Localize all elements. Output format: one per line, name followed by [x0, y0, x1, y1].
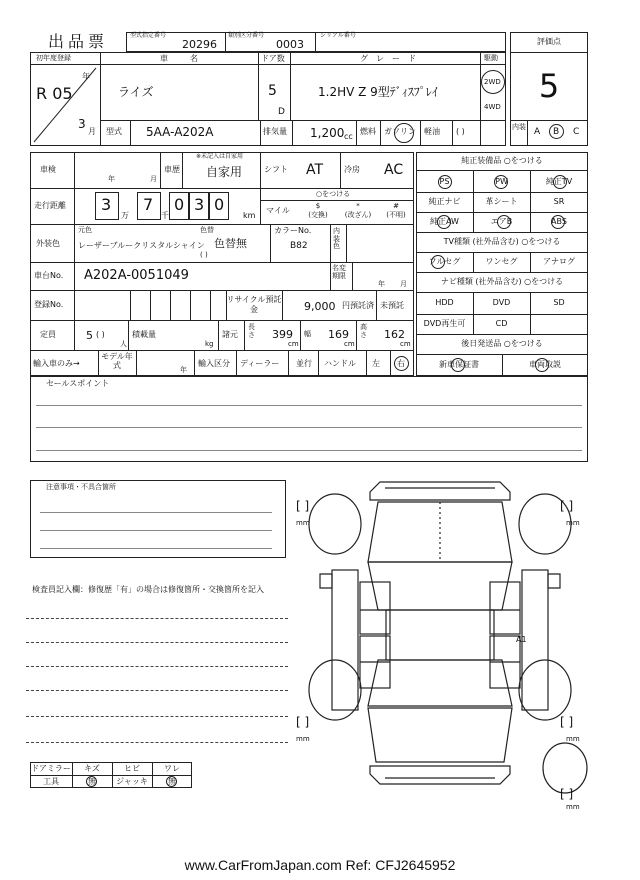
type-no: 20296 — [182, 38, 217, 51]
chassis-value: A202A-0051049 — [84, 268, 189, 283]
unknown-option: (不明) — [386, 211, 406, 219]
navi-hdd: HDD — [435, 298, 454, 307]
class-no: 0003 — [276, 38, 304, 51]
model-label: 型式 — [106, 127, 122, 136]
class-no-label: 類別区分番号 — [228, 32, 265, 39]
docs-title: 後日発送品 ○をつける — [461, 339, 543, 348]
reg-label: 登録No. — [34, 300, 64, 309]
notes-box — [30, 480, 286, 558]
recycle-label: リサイクル預託金 — [226, 295, 282, 314]
equip-circle — [437, 215, 451, 229]
equip-circle — [494, 175, 508, 189]
mileage-digit: 0 — [214, 195, 225, 214]
color-no-label: カラーNo. — [274, 226, 312, 235]
ac-value: AC — [384, 162, 404, 178]
drive-4wd: 4WD — [484, 103, 501, 111]
equip-pw: PW — [495, 177, 508, 186]
model-value: 5AA-A202A — [146, 125, 214, 139]
sales-point-label: セールスポイント — [46, 379, 110, 388]
capacity-label: 定員 — [40, 330, 56, 339]
mileage-note-title: ○をつける — [316, 190, 351, 198]
equip-leather: 革シート — [485, 197, 518, 206]
tool-circle — [86, 776, 97, 787]
history-label: 車歴 — [164, 165, 180, 174]
load-label: 積載量 — [132, 330, 156, 339]
tire-depth-bracket: [ ] — [296, 499, 310, 513]
equip-abs: ABS — [551, 217, 567, 226]
page-title: 出品票 — [48, 32, 109, 51]
mileage-digit: 3 — [194, 195, 205, 214]
equip-circle — [438, 175, 452, 189]
height-value: 162 — [384, 328, 405, 341]
import-parallel: 並行 — [296, 359, 312, 368]
width-value: 169 — [328, 328, 349, 341]
recycle-unpaid: 未預託 — [380, 301, 404, 310]
exchange-option: (交換) — [308, 211, 328, 219]
grade-label: グレード — [360, 54, 424, 63]
navi-title: ナビ種類 (社外品含む) ○をつける — [440, 277, 564, 286]
equip-ps: PS — [439, 177, 450, 186]
shift-value: AT — [306, 162, 324, 178]
jack-circle — [166, 776, 177, 787]
equip-title: 純正装備品 ○をつける — [461, 156, 543, 165]
chassis-label: 車台No. — [34, 271, 64, 280]
import-label: 輸入車のみ→ — [33, 359, 80, 368]
tire-depth-bracket: [ ] — [296, 715, 310, 729]
history-note: ※未記入は自家用 — [196, 153, 244, 160]
drive-label: 駆動 — [484, 54, 498, 62]
shift-label: シフト — [264, 165, 288, 174]
grade-value: 1.2HV Z 9型ﾃﾞｨｽﾌﾟﾚｲ — [318, 85, 438, 99]
doors-label: ドア数 — [261, 54, 285, 63]
docs-circle — [451, 358, 465, 372]
drive-2wd: 2WD — [484, 78, 501, 86]
mileage-label: 走行距離 — [34, 201, 66, 210]
tire-depth-bracket: [ ] — [560, 715, 574, 729]
car-name: ライズ — [118, 85, 154, 99]
interior-circle — [549, 124, 564, 139]
fuel-label: 燃料 — [360, 127, 376, 136]
first-reg-era: R 05 — [36, 84, 73, 103]
equip-sr: SR — [553, 197, 565, 206]
mileage-digit: 7 — [143, 195, 154, 214]
ac-label: 冷房 — [344, 165, 360, 174]
first-reg-month: 3 — [78, 117, 86, 131]
import-type-label: 輸入区分 — [198, 359, 230, 368]
color-label: 外装色 — [36, 239, 60, 248]
model-year-label: モデル年式 — [101, 352, 133, 370]
inspector-label: 検査員記入欄：修復歴「有」の場合は修復箇所・交換箇所を記入 — [32, 585, 264, 594]
handle-left: 左 — [372, 359, 380, 368]
name-change-label: 名変期限 — [332, 264, 346, 280]
displacement-value: 1,200 — [310, 126, 345, 140]
tamper-option: (改ざん) — [344, 211, 372, 219]
score-label: 評価点 — [537, 37, 561, 46]
history-value: 自家用 — [206, 165, 243, 179]
orig-color: レーザーブルークリスタルシャイン — [78, 241, 205, 250]
damage-code: A1 — [516, 635, 527, 644]
docs-circle — [535, 358, 549, 372]
navi-sd: SD — [553, 298, 565, 307]
equip-airbag: エアB — [490, 217, 513, 226]
equip-tv: 純正TV — [545, 177, 573, 186]
fuel-circle — [394, 123, 414, 143]
tire-depth-bracket: [ ] — [560, 499, 574, 513]
inspection-label: 車検 — [40, 165, 56, 174]
dims-label: 諸元 — [222, 330, 238, 339]
docs-manual: 車両取説 — [529, 360, 561, 369]
fuel-light-oil: 軽油 — [424, 127, 440, 136]
first-reg-label: 初年度登録 — [36, 54, 71, 62]
length-value: 399 — [272, 328, 293, 341]
fuel-gasoline: ガソリン — [384, 127, 416, 136]
equip-navi: 純正ナビ — [428, 197, 461, 206]
docs-warranty: 新車保証書 — [439, 360, 479, 369]
navi-dvd: DVD — [492, 298, 511, 307]
tv-circle — [431, 255, 445, 269]
displacement-label: 排気量 — [263, 127, 287, 136]
watermark: www.CarFromJapan.com Ref: CFJ2645952 — [184, 857, 456, 873]
score-value: 5 — [538, 67, 560, 105]
equip-circle — [551, 215, 565, 229]
equip-aw: 純正AW — [430, 217, 459, 226]
recycle-amount: 9,000 — [304, 300, 336, 313]
equip-circle — [497, 215, 511, 229]
tv-fullseg: フルセグ — [428, 257, 461, 266]
navi-dvd-play: DVD再生可 — [423, 319, 466, 328]
interior-label: 内装 — [512, 123, 526, 131]
interior-color-label: 内装色 — [333, 227, 340, 251]
capacity-value: 5 — [86, 329, 93, 342]
doors-value: 5 — [268, 83, 277, 99]
tv-analog: アナログ — [543, 257, 575, 266]
mileage-digit: 0 — [174, 195, 185, 214]
tire-depth-bracket: [ ] — [560, 787, 574, 801]
tv-oneseg: ワンセグ — [485, 257, 518, 266]
car-damage-diagram — [290, 470, 590, 820]
handle-circle — [394, 356, 409, 371]
tv-title: TV種類 (社外品含む) ○をつける — [443, 237, 561, 246]
notes-label: 注意事項・不具合箇所 — [46, 483, 116, 491]
navi-cd: CD — [495, 319, 508, 328]
handle-label: ハンドル — [324, 359, 356, 368]
import-dealer: ディーラー — [240, 359, 280, 368]
equip-circle — [553, 175, 567, 189]
car-name-label: 車名 — [160, 54, 220, 63]
mileage-digit: 3 — [101, 195, 112, 214]
mile-option: マイル — [266, 206, 290, 215]
type-no-label: 型式指定番号 — [130, 32, 167, 39]
serial-label: シリアル番号 — [320, 32, 356, 39]
color-no: B82 — [290, 241, 308, 251]
recolor: 色替無 — [214, 237, 247, 250]
handle-right: 右 — [397, 359, 405, 368]
